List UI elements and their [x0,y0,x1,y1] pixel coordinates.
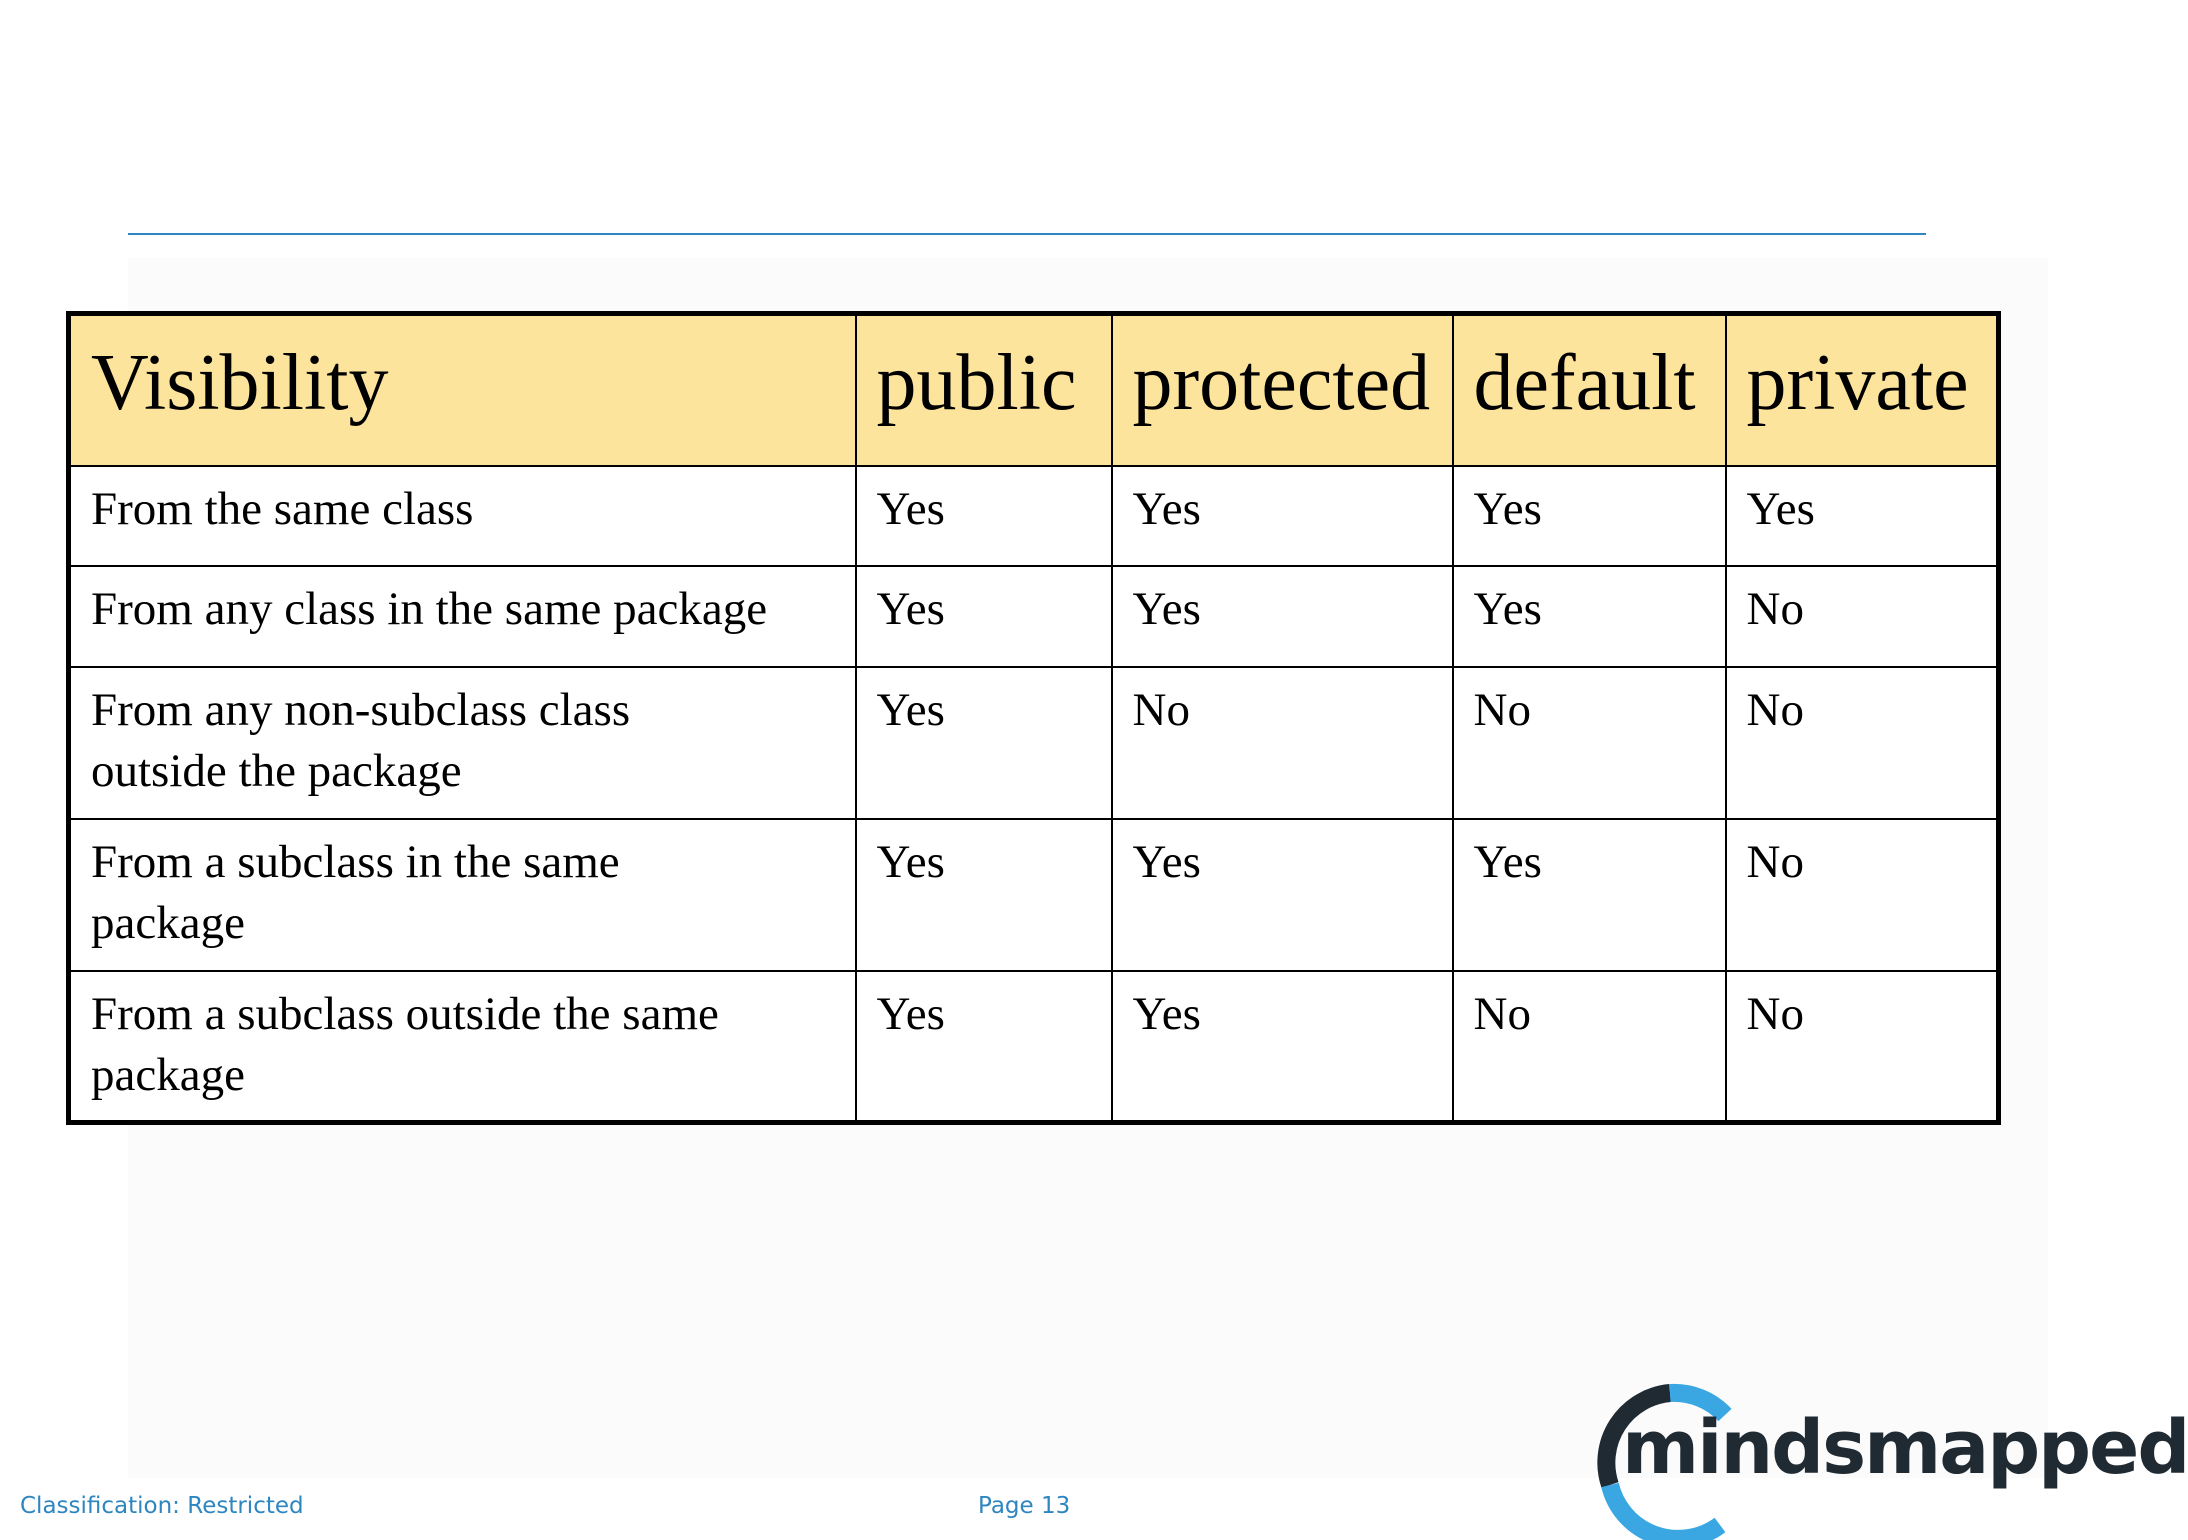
cell-private: Yes [1726,466,1999,566]
cell-protected: No [1112,667,1453,819]
cell-private: No [1726,667,1999,819]
cell-protected: Yes [1112,566,1453,667]
access-modifier-table [66,311,2001,1125]
header-default: default [1453,314,1726,466]
cell-protected: Yes [1112,819,1453,971]
cell-default: Yes [1453,566,1726,667]
cell-default: No [1453,971,1726,1123]
cell-private: No [1726,819,1999,971]
cell-default: Yes [1453,466,1726,566]
table-row [69,819,1999,971]
cell-private: No [1726,971,1999,1123]
cell-private: No [1726,566,1999,667]
classification-label: Classification: Restricted [20,1493,304,1519]
row-label: From a subclass outside the same package [69,971,856,1123]
logo-wordmark: mindsmapped [1622,1405,2188,1491]
cell-protected: Yes [1112,466,1453,566]
row-label: From any class in the same package [69,566,856,667]
table-header-row [69,314,1999,466]
table-row [69,971,1999,1123]
header-public: public [856,314,1112,466]
cell-public: Yes [856,971,1112,1123]
cell-protected: Yes [1112,971,1453,1123]
header-private: private [1726,314,1999,466]
mindsmapped-logo [1590,1385,2188,1535]
row-label: From any non-subclass class outside the package [69,667,856,819]
table-row [69,667,1999,819]
cell-public: Yes [856,819,1112,971]
header-visibility: Visibility [69,314,856,466]
cell-public: Yes [856,667,1112,819]
cell-default: Yes [1453,819,1726,971]
row-label: From a subclass in the same package [69,819,856,971]
table-row [69,466,1999,566]
title-divider [128,233,1926,235]
table-row [69,566,1999,667]
row-label: From the same class [69,466,856,566]
header-protected: protected [1112,314,1453,466]
cell-default: No [1453,667,1726,819]
page-number: Page 13 [978,1493,1071,1519]
cell-public: Yes [856,466,1112,566]
cell-public: Yes [856,566,1112,667]
